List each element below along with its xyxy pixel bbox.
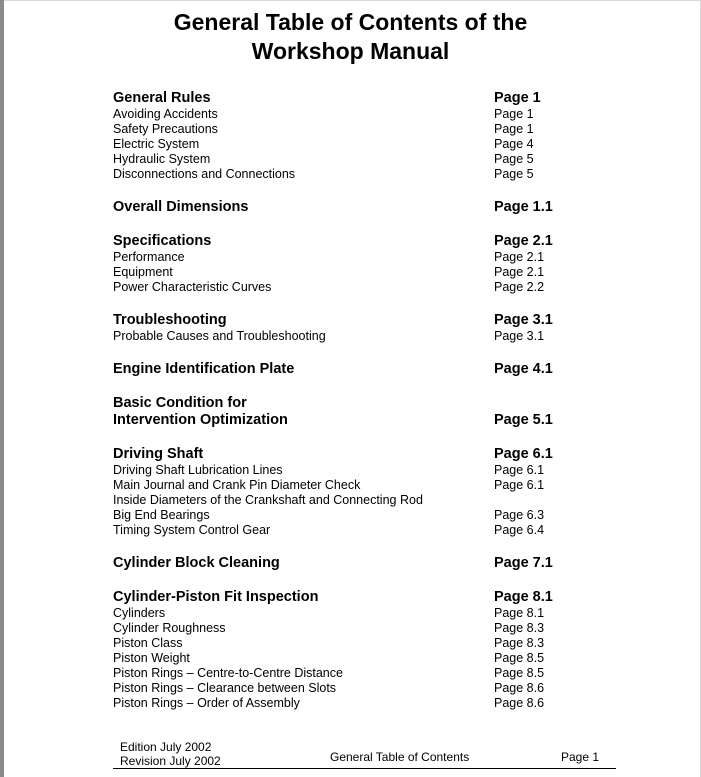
toc-section <box>113 312 583 344</box>
toc-entry-row <box>113 621 583 636</box>
toc-entry-row <box>113 508 583 523</box>
toc-page-ref: Page 1 <box>494 90 541 106</box>
toc-heading-row <box>113 412 583 429</box>
toc-heading-row <box>113 361 583 378</box>
toc-page-ref: Page 6.1 <box>494 463 545 477</box>
toc-section <box>113 589 583 711</box>
toc-page-ref: Page 5 <box>494 152 534 166</box>
toc-entry-label: Safety Precautions <box>113 122 218 136</box>
toc-entry-row <box>113 606 583 621</box>
toc-entry-row <box>113 478 583 493</box>
toc-entry-label: Main Journal and Crank Pin Diameter Check <box>113 478 361 492</box>
toc-heading-label: Overall Dimensions <box>113 199 249 215</box>
footer-rule <box>113 768 616 769</box>
toc-heading-row <box>113 589 583 606</box>
toc-entry-label: Cylinders <box>113 606 166 620</box>
footer-title: General Table of Contents <box>330 750 470 764</box>
toc-entry-row <box>113 265 583 280</box>
toc-entry-label: Inside Diameters of the Crankshaft and Connecting Rod <box>113 493 423 507</box>
toc-page-ref: Page 5.1 <box>494 412 553 428</box>
toc-heading-label: Engine Identification Plate <box>113 361 295 377</box>
toc-heading-row <box>113 90 583 107</box>
toc-heading-label: Basic Condition for <box>113 395 247 411</box>
toc-entry-label: Piston Rings – Centre-to-Centre Distance <box>113 666 343 680</box>
toc-page-ref: Page 1 <box>494 122 534 136</box>
toc-heading-label: Cylinder-Piston Fit Inspection <box>113 589 319 605</box>
toc-entry-row <box>113 107 583 122</box>
page-top-edge <box>4 0 701 1</box>
toc-page-ref: Page 8.5 <box>494 651 545 665</box>
toc-entry-row <box>113 666 583 681</box>
toc-heading-label: Cylinder Block Cleaning <box>113 555 280 571</box>
toc-entry-label: Piston Rings – Clearance between Slots <box>113 681 337 695</box>
toc-section <box>113 395 583 429</box>
toc-page-ref: Page 8.6 <box>494 681 545 695</box>
toc-page-ref: Page 8.1 <box>494 589 553 605</box>
toc-page-ref: Page 6.1 <box>494 446 553 462</box>
toc-page-ref: Page 6.1 <box>494 478 545 492</box>
toc-entry-label: Piston Class <box>113 636 183 650</box>
toc-section <box>113 555 583 572</box>
toc-entry-row <box>113 696 583 711</box>
footer-revision: Revision July 2002 <box>120 754 221 768</box>
toc-page-ref: Page 2.2 <box>494 280 545 294</box>
toc-entry-label: Electric System <box>113 137 200 151</box>
toc-entry-row <box>113 329 583 344</box>
toc-entry-label: Avoiding Accidents <box>113 107 218 121</box>
toc-entry-label: Driving Shaft Lubrication Lines <box>113 463 283 477</box>
toc-entry-label: Piston Weight <box>113 651 190 665</box>
toc-section <box>113 90 583 182</box>
toc-entry-row <box>113 636 583 651</box>
table-of-contents <box>113 90 583 728</box>
footer-edition-block <box>120 740 221 768</box>
toc-page-ref: Page 2.1 <box>494 265 545 279</box>
toc-entry-label: Timing System Control Gear <box>113 523 271 537</box>
toc-heading-row <box>113 233 583 250</box>
toc-page-ref: Page 8.6 <box>494 696 545 710</box>
toc-heading-row <box>113 199 583 216</box>
toc-entry-row <box>113 122 583 137</box>
toc-page-ref: Page 3.1 <box>494 312 553 328</box>
toc-entry-label: Big End Bearings <box>113 508 210 522</box>
toc-entry-label: Power Characteristic Curves <box>113 280 272 294</box>
toc-entry-label: Piston Rings – Order of Assembly <box>113 696 300 710</box>
toc-entry-label: Hydraulic System <box>113 152 211 166</box>
toc-page-ref: Page 6.4 <box>494 523 545 537</box>
toc-entry-row <box>113 137 583 152</box>
toc-page-ref: Page 8.3 <box>494 636 545 650</box>
toc-entry-row <box>113 250 583 265</box>
toc-page-ref: Page 8.1 <box>494 606 545 620</box>
footer-edition: Edition July 2002 <box>120 740 212 754</box>
toc-heading-label: Troubleshooting <box>113 312 227 328</box>
title-line-2: Workshop Manual <box>251 38 450 64</box>
toc-heading-label: General Rules <box>113 90 211 106</box>
toc-entry-row <box>113 152 583 167</box>
toc-page-ref: Page 5 <box>494 167 534 181</box>
toc-entry-label: Disconnections and Connections <box>113 167 296 181</box>
footer-page-number: Page 1 <box>561 750 600 764</box>
toc-page-ref: Page 1.1 <box>494 199 553 215</box>
toc-page-ref: Page 4 <box>494 137 534 151</box>
toc-page-ref: Page 2.1 <box>494 250 545 264</box>
toc-entry-label: Probable Causes and Troubleshooting <box>113 329 326 343</box>
title-line-1: General Table of Contents of the <box>173 9 528 35</box>
document-title <box>0 8 701 66</box>
toc-entry-row <box>113 280 583 295</box>
viewer-left-border <box>0 0 4 777</box>
toc-page-ref: Page 2.1 <box>494 233 553 249</box>
toc-entry-label: Cylinder Roughness <box>113 621 226 635</box>
toc-heading-row <box>113 395 583 412</box>
toc-page-ref: Page 3.1 <box>494 329 545 343</box>
toc-page-ref: Page 4.1 <box>494 361 553 377</box>
toc-section <box>113 361 583 378</box>
toc-heading-label: Driving Shaft <box>113 446 204 462</box>
toc-heading-label: Intervention Optimization <box>113 412 288 428</box>
toc-page-ref: Page 1 <box>494 107 534 121</box>
toc-entry-label: Equipment <box>113 265 173 279</box>
toc-entry-row <box>113 167 583 182</box>
toc-entry-row <box>113 493 583 508</box>
toc-entry-label: Performance <box>113 250 185 264</box>
toc-page-ref: Page 8.3 <box>494 621 545 635</box>
toc-entry-row <box>113 523 583 538</box>
toc-entry-row <box>113 463 583 478</box>
toc-page-ref: Page 6.3 <box>494 508 545 522</box>
toc-heading-row <box>113 312 583 329</box>
toc-heading-row <box>113 555 583 572</box>
toc-heading-label: Specifications <box>113 233 212 249</box>
toc-entry-row <box>113 681 583 696</box>
toc-page-ref: Page 8.5 <box>494 666 545 680</box>
toc-section <box>113 233 583 295</box>
toc-heading-row <box>113 446 583 463</box>
toc-page-ref: Page 7.1 <box>494 555 553 571</box>
toc-section <box>113 446 583 538</box>
toc-section <box>113 199 583 216</box>
toc-entry-row <box>113 651 583 666</box>
